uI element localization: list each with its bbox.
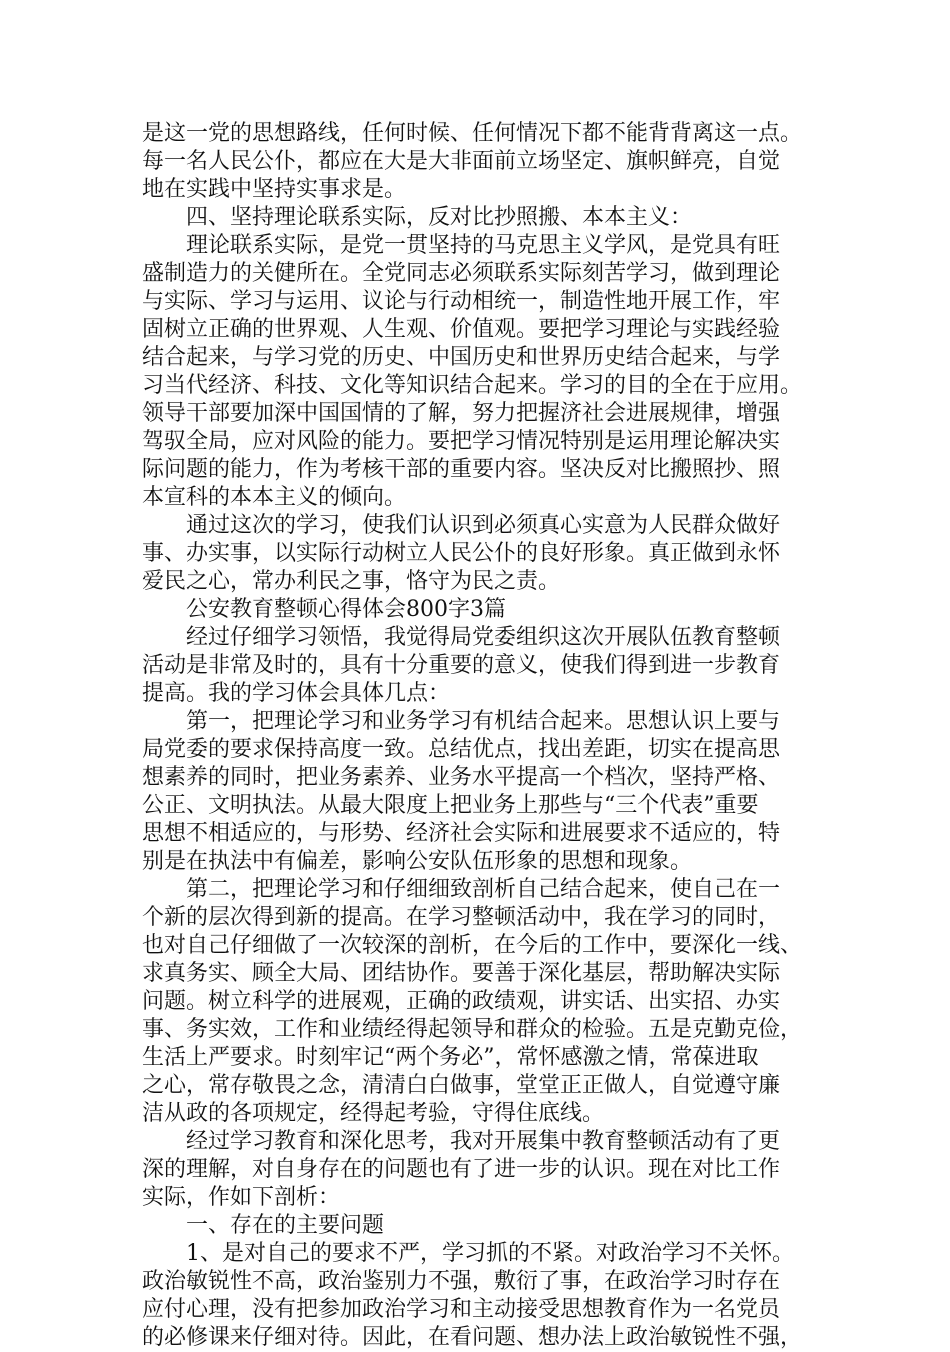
- text-line: 事、务实效，工作和业绩经得起领导和群众的检验。五是克勤克俭，: [142, 1017, 803, 1042]
- text-line: 问题。树立科学的进展观，正确的政绩观，讲实话、出实招、办实: [142, 989, 781, 1014]
- text-line: 深的理解，对自身存在的问题也有了进一步的认识。现在对比工作: [142, 1157, 781, 1182]
- text-line: 的必修课来仔细对待。因此，在看问题、想办法上政治敏锐性不强，: [142, 1325, 803, 1350]
- text-line: 政治敏锐性不高，政治鉴别力不强，敷衍了事，在政治学习时存在: [142, 1269, 781, 1294]
- text-line: 别是在执法中有偏差，影响公安队伍形象的思想和现象。: [142, 849, 693, 874]
- text-line: 之心，常存敬畏之念，清清白白做事，堂堂正正做人，自觉遵守廉: [142, 1073, 781, 1098]
- text-line: 一、存在的主要问题: [186, 1213, 385, 1238]
- text-line: 提高。我的学习体会具体几点：: [142, 681, 451, 706]
- text-line: 也对自己仔细做了一次较深的剖析，在今后的工作中，要深化一线、: [142, 933, 803, 958]
- text-line: 第一，把理论学习和业务学习有机结合起来。思想认识上要与: [186, 709, 781, 734]
- text-line: 际问题的能力，作为考核干部的重要内容。坚决反对比搬照抄、照: [142, 457, 781, 482]
- text-line: 事、办实事，以实际行动树立人民公仆的良好形象。真正做到永怀: [142, 541, 781, 566]
- text-line: 洁从政的各项规定，经得起考验，守得住底线。: [142, 1101, 605, 1126]
- text-line: 想素养的同时，把业务素养、业务水平提高一个档次，坚持严格、: [142, 765, 781, 790]
- text-line: 盛制造力的关健所在。全党同志必须联系实际刻苦学习，做到理论: [142, 261, 781, 286]
- text-line: 生活上严要求。时刻牢记“两个务必”，常怀感激之情，常葆进取: [142, 1045, 759, 1070]
- text-line: 思想不相适应的，与形势、经济社会实际和进展要求不适应的，特: [142, 821, 781, 846]
- text-line: 实际，作如下剖析：: [142, 1185, 341, 1210]
- text-line: 局党委的要求保持高度一致。总结优点，找出差距，切实在提高思: [142, 737, 781, 762]
- text-line: 经过仔细学习领悟，我觉得局党委组织这次开展队伍教育整顿: [186, 625, 781, 650]
- text-line: 与实际、学习与运用、议论与行动相统一，制造性地开展工作，牢: [142, 289, 781, 314]
- text-line: 地在实践中坚持实事求是。: [142, 177, 407, 202]
- text-line: 活动是非常及时的，具有十分重要的意义，使我们得到进一步教育: [142, 653, 781, 678]
- text-line: 第二，把理论学习和仔细细致剖析自己结合起来，使自己在一: [186, 877, 781, 902]
- text-line: 四、坚持理论联系实际，反对比抄照搬、本本主义：: [186, 205, 693, 230]
- text-line: 求真务实、顾全大局、团结协作。要善于深化基层，帮助解决实际: [142, 961, 781, 986]
- text-line: 结合起来，与学习党的历史、中国历史和世界历史结合起来，与学: [142, 345, 781, 370]
- text-line: 领导干部要加深中国国情的了解，努力把握济社会进展规律，增强: [142, 401, 781, 426]
- text-line: 应付心理，没有把参加政治学习和主动接受思想教育作为一名党员: [142, 1297, 781, 1322]
- text-line: 驾驭全局，应对风险的能力。要把学习情况特别是运用理论解决实: [142, 429, 781, 454]
- text-line: 本宣科的本本主义的倾向。: [142, 485, 407, 510]
- text-line: 每一名人民公仆，都应在大是大非面前立场坚定、旗帜鲜亮，自觉: [142, 149, 781, 174]
- text-line: 经过学习教育和深化思考，我对开展集中教育整顿活动有了更: [186, 1129, 781, 1154]
- text-line: 理论联系实际，是党一贯坚持的马克思主义学风，是党具有旺: [186, 233, 781, 258]
- text-line: 是这一党的思想路线，任何时候、任何情况下都不能背背离这一点。: [142, 121, 803, 146]
- text-line: 习当代经济、科技、文化等知识结合起来。学习的目的全在于应用。: [142, 373, 803, 398]
- text-line: 1、是对自己的要求不严，学习抓的不紧。对政治学习不关怀。: [186, 1241, 794, 1266]
- text-line: 固树立正确的世界观、人生观、价值观。要把学习理论与实践经验: [142, 317, 781, 342]
- body-text: [142, 120, 832, 1352]
- text-line: 爱民之心，常办利民之事，恪守为民之责。: [142, 569, 561, 594]
- text-line: 公正、文明执法。从最大限度上把业务上那些与“三个代表”重要: [142, 793, 759, 818]
- text-line: 公安教育整顿心得体会800字3篇: [186, 597, 506, 622]
- text-line: 个新的层次得到新的提高。在学习整顿活动中，我在学习的同时，: [142, 905, 781, 930]
- text-line: 通过这次的学习，使我们认识到必须真心实意为人民群众做好: [186, 513, 781, 538]
